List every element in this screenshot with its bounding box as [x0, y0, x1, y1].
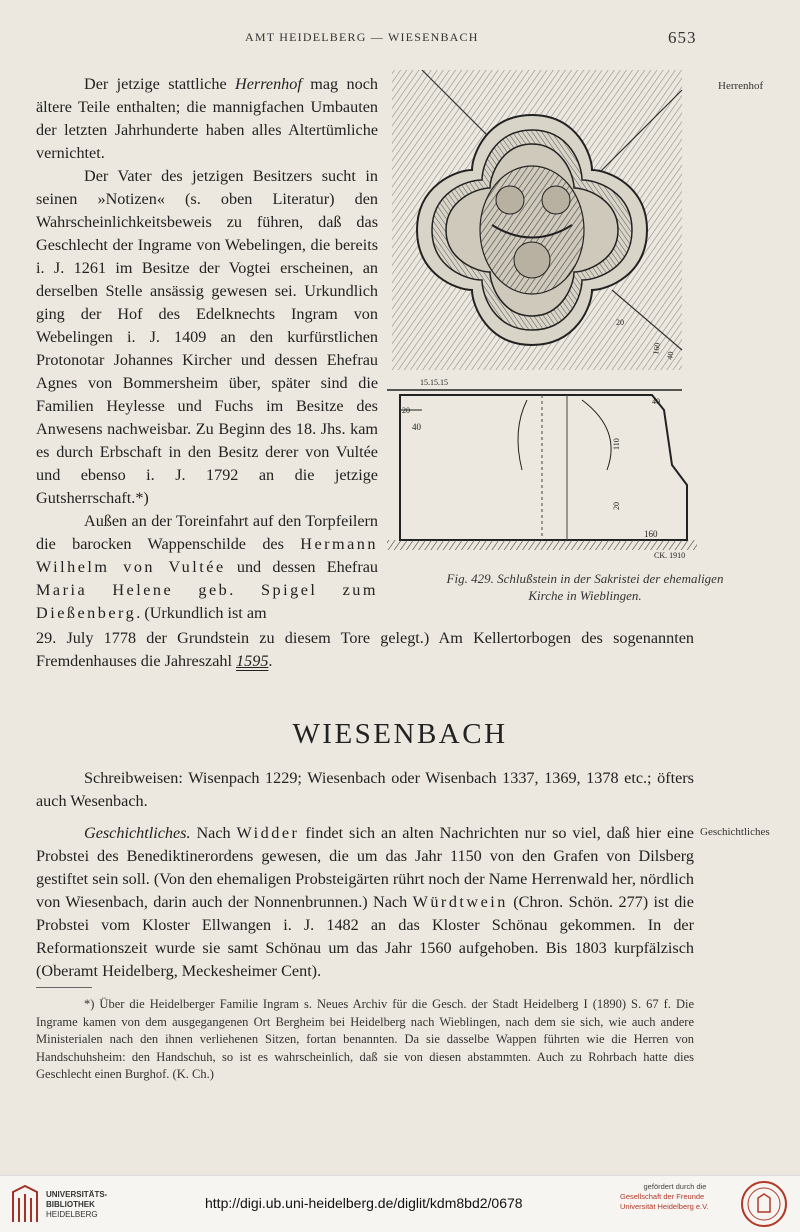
- institution-name: UNIVERSITÄTS- BIBLIOTHEK HEIDELBERG: [46, 1190, 108, 1219]
- viewer-footer: [0, 1175, 800, 1232]
- footnote: [36, 996, 694, 1084]
- continuation-text: [36, 627, 694, 673]
- name-hermann: Hermann Wilhelm von Vultée: [36, 535, 378, 576]
- figure-caption: Fig. 429. Schlußstein in der Sakristei der ehemaligen Kirche in Wieblingen.: [446, 571, 724, 603]
- dim-label: 40: [665, 350, 676, 361]
- margin-note-herrenhof: Herrenhof: [718, 80, 764, 92]
- herrenhof-term: Herrenhof: [235, 75, 302, 93]
- section-title: WIESENBACH: [292, 718, 508, 750]
- header-title: AMT HEIDELBERG — WIESENBACH: [245, 30, 479, 44]
- margin-note-geschichtliches: Geschichtliches: [700, 826, 770, 838]
- paragraph-gate: Außen an der Toreinfahrt auf den Torpfeilern die barocken Wappenschilde des Hermann Wilhelm von Vultée und dessen Ehefrau Maria Helene geb. Spigel zum Dießenberg. (Urkundlich ist am: [36, 512, 378, 622]
- dim-label: 110: [612, 438, 621, 450]
- dim-label: 160: [651, 341, 663, 356]
- figure-signature: CK. 1910: [654, 551, 686, 558]
- name-maria: Maria Helene geb. Spigel zum Dießenberg: [36, 581, 378, 622]
- paragraph-history: Der Vater des jetzigen Besitzers sucht in seinen »Notizen« (s. oben Literatur) den Wahrscheinlichkeitsbeweis zu führen, daß das Geschlecht der Ingrame von Webelingen, die bereits i. J. 1261 im Besitze der Vogtei erscheinen, an derselben Stelle ansässig gewesen sei. Urkundlich ging der Hof des Edelknechts Ingram von Webelingen i. J. 1409 an den kurfürstlichen Protonotar Johannes Kircher und dessen Ehefrau Agnes von Bommersheim über, später sind die Familien Heylesse und Fuchs im Besitze des Anwesens nachweisbar. Zu Beginn des 18. Jhs. kam es durch Erbschaft in den Besitz derer von Vultée und ebenso i. J. 1792 an die jetzige Gutsherrschaft.*): [36, 167, 378, 507]
- keystone-figure: [382, 70, 702, 558]
- name-wuerdtwein: Würdtwein: [412, 893, 508, 911]
- university-library-logo-icon: [10, 1184, 40, 1224]
- dim-label: 40: [652, 397, 660, 406]
- dim-label: 20: [402, 406, 410, 415]
- geschichtliches-heading: Geschichtliches.: [84, 824, 191, 842]
- paragraph-continuation: 29. July 1778 der Grundstein zu diesem Tore gelegt.) Am Kellertorbogen des sogenannten Fremdenhauses die Jahreszahl 1595.: [36, 629, 694, 670]
- sponsor-note: gefördert durch die Gesellschaft der Freunde Universität Heidelberg e.V.: [620, 1182, 709, 1211]
- keystone-drawing: [382, 70, 702, 558]
- dim-label: 20: [616, 318, 624, 327]
- upper-text-column: [36, 73, 378, 625]
- page-number: 653: [668, 28, 697, 47]
- paragraph-geschichtliches: Geschichtliches. Nach Widder findet sich an alten Nachrichten nur so viel, daß hier eine Probstei des Benediktinerordens gewesen, die um das Jahr 1150 von den Grafen von Dilsberg gestiftet sein soll. (Von den ehemaligen Probsteigärten rührt noch der Name Herrenwald her, nördlich von Wiesenbach, darin auch der Nonnenbrunnen.) Nach Würdtwein (Chron. Schön. 277) ist die Probstei vom Kloster Ellwangen i. J. 1482 an das Kloster Schönau gekommen. In der Reformationszeit wurde sie samt Schönau um das Jahr 1560 aufgehoben. Bis 1803 kurpfälzisch (Oberamt Heidelberg, Meckesheimer Cent).: [36, 824, 694, 980]
- dim-label: 160: [644, 529, 658, 539]
- year-1595: 1595: [236, 652, 269, 670]
- university-seal-icon: [740, 1180, 788, 1228]
- dim-label: 40: [412, 422, 421, 432]
- name-widder: Widder: [236, 824, 300, 842]
- paragraph-herrenhof: Der jetzige stattliche Herrenhof mag noch ältere Teile enthalten; die mannigfachen Umbauten der letzten Jahrhunderte haben alles Altertümliche vernichtet.: [36, 75, 378, 162]
- dim-label: 20: [612, 502, 621, 510]
- dim-label: 15.15.15: [420, 378, 448, 387]
- permalink[interactable]: http://digi.ub.uni-heidelberg.de/diglit/kdm8bd2/0678: [205, 1195, 523, 1211]
- paragraph-spellings: Schreibweisen: Wisenpach 1229; Wiesenbach oder Wisenbach 1337, 1369, 1378 etc.; öfters auch Wesenbach.: [36, 769, 694, 810]
- footnote-text: *) Über die Heidelberger Familie Ingram s. Neues Archiv für die Gesch. der Stadt Heidelberg I (1890) S. 67 f. Die Ingrame kamen von dem ausgegangenen Ort Bergheim bei Heidelberg nach Wieblingen, nach dem sie sich, wie auch andere Ministerialen nach den ihnen verliehenen Sitzen, fortan benannten. Da sie dasselbe Wappen führten wie die Herren von Handschuhsheim: den Handschuh, so ist es wahrscheinlich, daß sie von diesen abstammten. Auch zu Rohrbach hatte dies Geschlecht einen Burghof. (K. Ch.): [36, 997, 694, 1081]
- lower-text-column: [36, 767, 694, 983]
- footnote-divider: [36, 987, 92, 988]
